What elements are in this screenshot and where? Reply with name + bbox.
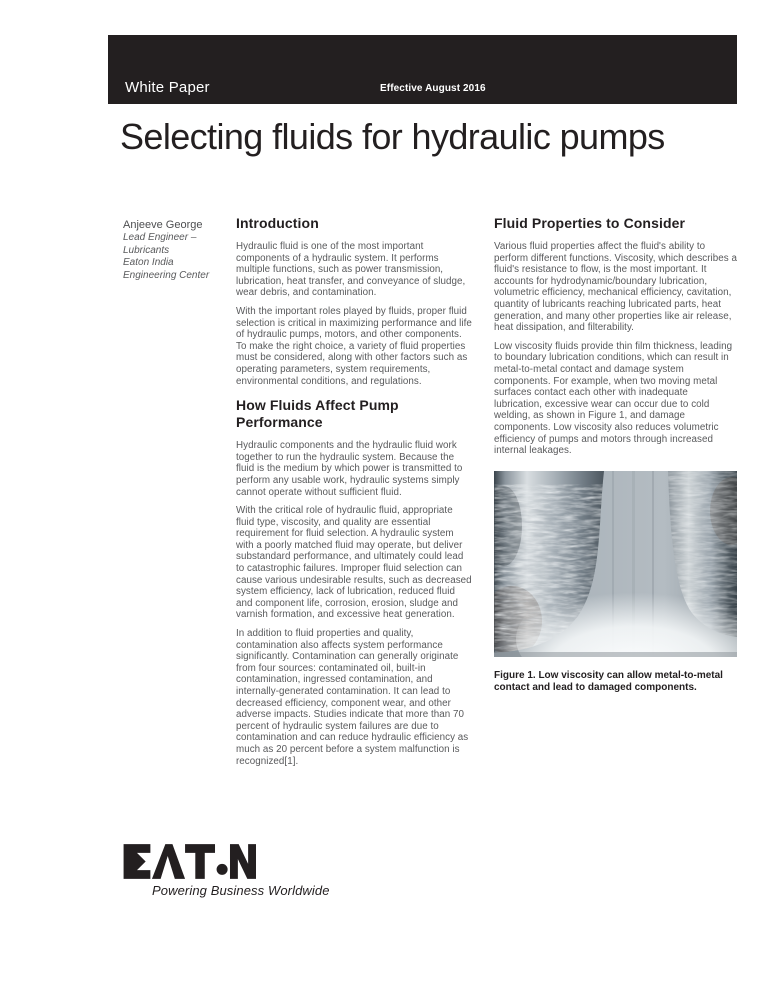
author-name: Anjeeve George bbox=[123, 219, 203, 231]
section-heading: Introduction bbox=[236, 215, 319, 231]
author-role-line: Lubricants bbox=[123, 244, 170, 256]
section-how-fluids-affect-pump-performance bbox=[236, 397, 473, 767]
body-paragraph: Various fluid properties affect the fluid's ability to perform different functions. Viscosity, which describes a fluid's resistance to flow, is the most important. It accounts for hydrodynamic/boundary lubrication, volumetric efficiency, mechanical efficiency, cavitation, quantity of lubricants reaching lubricated parts, heat generation, and many other properties like air release, heat dissipation, and filterability. bbox=[494, 241, 737, 334]
body-paragraph: Hydraulic fluid is one of the most important components of a hydraulic system. It performs multiple functions, such as power transmission, lubrication, heat transfer, and conveyance of sludge, wear debris, and contamination. bbox=[236, 241, 466, 299]
section-fluid-properties-to-consider bbox=[494, 215, 737, 457]
section-introduction bbox=[236, 215, 473, 387]
header-bar bbox=[108, 35, 737, 104]
column-fluid-properties bbox=[494, 215, 737, 695]
author-role-line: Engineering Center bbox=[123, 269, 210, 281]
eaton-logo-icon bbox=[122, 842, 256, 881]
footer-logo-block bbox=[122, 842, 330, 898]
document-type-label: White Paper bbox=[125, 79, 210, 96]
page-title: Selecting fluids for hydraulic pumps bbox=[120, 116, 665, 157]
figure-1-caption: Figure 1. Low viscosity can allow metal-to-metal contact and lead to damaged components. bbox=[494, 669, 723, 694]
body-paragraph: In addition to fluid properties and quality, contamination also affects system performance significantly. Contamination can generally originate from four sources: contaminated oil, built-in contamination, ingressed contamination, and internally-generated contamination. It can lead to decreased efficiency, component wear, and other adverse impacts. Studies indicate that more than 70 percent of hydraulic system failures are due to contamination and can reduce hydraulic efficiency as much as 20 percent before a system malfunction is recognized[1]. bbox=[236, 628, 469, 767]
body-paragraph: With the critical role of hydraulic fluid, appropriate fluid type, viscosity, and quality are essential requirement for fluid selection. A hydraulic system with a poorly matched fluid may operate, but deliver substandard performance, and ultimately could lead to catastrophic failures. Improper fluid selection can cause various undesirable results, such as decreased system efficiency, lack of lubrication, reduced fluid and component life, corrosion, erosion, sludge and varnish formation, and excessive heat generation. bbox=[236, 505, 472, 621]
brand-tagline: Powering Business Worldwide bbox=[152, 883, 330, 898]
effective-date-label: Effective August 2016 bbox=[380, 83, 486, 94]
column-introduction bbox=[236, 215, 473, 774]
body-paragraph: Hydraulic components and the hydraulic fluid work together to run the hydraulic system. Because the fluid is the medium by which power is transmitted to perform any usable work, hydraulic systems simply cannot operate without sufficient fluid. bbox=[236, 440, 463, 498]
author-role-line: Lead Engineer – bbox=[123, 232, 197, 243]
author-role-line: Eaton India bbox=[123, 257, 174, 268]
section-heading: How Fluids Affect Pump Performance bbox=[236, 397, 399, 431]
section-heading: Fluid Properties to Consider bbox=[494, 215, 686, 231]
author-block bbox=[123, 219, 231, 282]
figure-1-image bbox=[494, 471, 737, 657]
body-paragraph: With the important roles played by fluids, proper fluid selection is critical in maximizing performance and life of hydraulic pumps, motors, and other components. To make the right choice, a variety of fluid properties must be considered, along with other factors such as operating parameters, system requirements, environmental conditions, and regulations. bbox=[236, 305, 472, 387]
body-paragraph: Low viscosity fluids provide thin film thickness, leading to boundary lubrication conditions, which can result in metal-to-metal contact and damage system components. For example, when two moving metal surfaces contact each other with inadequate lubrication, excessive wear can occur due to cold welding, as shown in Figure 1, and damage components. Low viscosity also reduces volumetric efficiency of pumps and motors through increased internal leakages. bbox=[494, 340, 733, 457]
